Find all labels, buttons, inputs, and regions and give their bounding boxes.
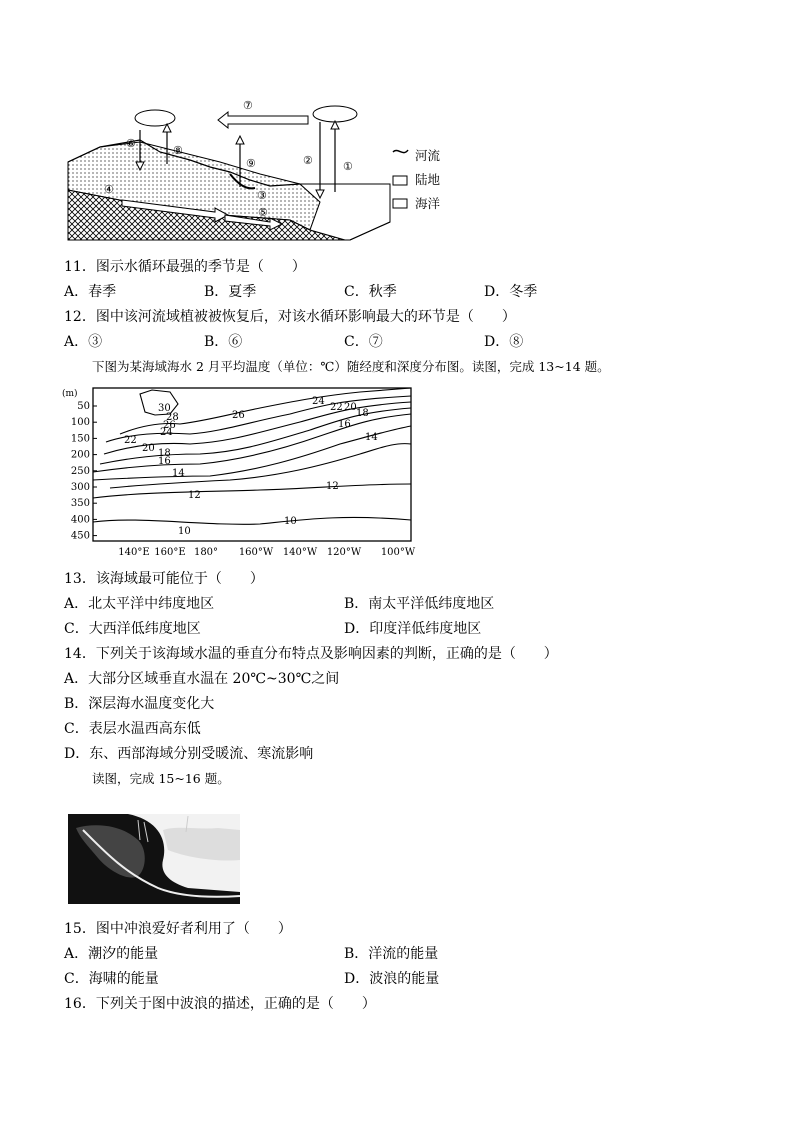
q15-option-b: B．洋流的能量 — [344, 946, 439, 962]
q12-option-d: D．⑧ — [484, 334, 524, 350]
svg-text:12: 12 — [326, 481, 339, 492]
svg-text:14: 14 — [172, 468, 185, 479]
svg-text:⑥: ⑥ — [126, 137, 136, 150]
chart-y-tick-label: 400 — [70, 514, 90, 526]
svg-text:16: 16 — [338, 419, 351, 430]
q12-option-a: A．③ — [64, 334, 103, 350]
q15-option-a: A．潮汐的能量 — [64, 946, 159, 962]
chart-y-tick-label: 450 — [70, 530, 90, 542]
q13-option-d: D．印度洋低纬度地区 — [344, 621, 482, 637]
q12-option-b: B．⑥ — [204, 334, 243, 350]
svg-text:12: 12 — [188, 490, 201, 501]
svg-text:22: 22 — [124, 435, 137, 446]
chart-x-tick-label: 160°W — [238, 547, 274, 558]
svg-text:16: 16 — [158, 456, 171, 467]
q11-option-b: B．夏季 — [204, 284, 257, 300]
q15-stem: 15．图中冲浪爱好者利用了（ ） — [64, 921, 292, 937]
q14-option-a: A．大部分区域垂直水温在 20℃~30℃之间 — [64, 671, 340, 687]
intro-13-14: 下图为某海域海水 2 月平均温度（单位：℃）随经度和深度分布图。读图，完成 13~14 题。 — [92, 359, 610, 374]
q14-option-c: C．表层水温西高东低 — [64, 721, 201, 737]
svg-text:26: 26 — [232, 410, 245, 421]
intro-15-16: 读图，完成 15~16 题。 — [92, 771, 230, 786]
chart-x-tick-label: 140°W — [282, 547, 318, 558]
svg-text:⑤: ⑤ — [258, 206, 268, 219]
legend-land: 陆地 — [415, 172, 441, 187]
q13-option-a: A．北太平洋中纬度地区 — [64, 596, 215, 612]
q14-stem: 14．下列关于该海域水温的垂直分布特点及影响因素的判断，正确的是（ ） — [64, 646, 558, 662]
svg-text:24: 24 — [160, 427, 173, 438]
chart-y-tick-label: 200 — [70, 449, 90, 461]
water-cycle-diagram — [60, 92, 450, 244]
q13-stem: 13．该海域最可能位于（ ） — [64, 571, 264, 587]
q11-option-c: C．秋季 — [344, 284, 397, 300]
svg-text:⑦: ⑦ — [243, 99, 253, 112]
q11-stem: 11．图示水循环最强的季节是（ ） — [64, 259, 306, 275]
svg-text:①: ① — [343, 160, 353, 173]
chart-y-tick-label: 150 — [70, 433, 90, 445]
q13-option-c: C．大西洋低纬度地区 — [64, 621, 201, 637]
chart-y-tick-label: 250 — [70, 465, 90, 477]
legend-river: 河流 — [415, 148, 441, 163]
q14-option-b: B．深层海水温度变化大 — [64, 696, 215, 712]
chart-x-tick-label: 160°E — [154, 547, 186, 558]
chart-x-tick-label: 100°W — [380, 547, 416, 558]
chart-y-tick-label: 100 — [70, 417, 90, 429]
q15-option-d: D．波浪的能量 — [344, 971, 440, 987]
q11-option-d: D．冬季 — [484, 284, 538, 300]
svg-text:20: 20 — [344, 402, 357, 413]
svg-text:18: 18 — [356, 408, 369, 419]
chart-y-tick-label: 50 — [77, 401, 90, 412]
surfing-wave-photo — [68, 800, 240, 904]
q14-option-d: D．东、西部海域分别受暖流、寒流影响 — [64, 746, 314, 762]
q16-stem: 16．下列关于图中波浪的描述，正确的是（ ） — [64, 996, 376, 1012]
chart-depth-unit: (m) — [62, 389, 78, 399]
svg-text:⑧: ⑧ — [173, 144, 183, 157]
svg-text:⑨: ⑨ — [246, 157, 256, 170]
svg-text:②: ② — [303, 154, 313, 167]
q12-option-c: C．⑦ — [344, 334, 383, 350]
svg-text:26: 26 — [163, 420, 176, 431]
temperature-contour-chart — [60, 384, 420, 560]
svg-text:24: 24 — [312, 396, 325, 407]
q13-option-b: B．南太平洋低纬度地区 — [344, 596, 495, 612]
legend-ocean: 海洋 — [415, 196, 441, 211]
chart-y-tick-label: 300 — [70, 482, 90, 493]
chart-x-tick-label: 180° — [193, 547, 219, 558]
chart-x-tick-label: 120°W — [326, 547, 362, 558]
chart-x-tick-label: 140°E — [118, 547, 150, 558]
svg-text:14: 14 — [365, 432, 378, 443]
svg-text:10: 10 — [178, 526, 191, 537]
svg-text:③: ③ — [257, 189, 267, 202]
svg-text:22: 22 — [330, 402, 343, 413]
q12-stem: 12．图中该河流域植被被恢复后，对该水循环影响最大的环节是（ ） — [64, 309, 516, 325]
svg-text:10: 10 — [284, 516, 297, 527]
svg-text:20: 20 — [142, 443, 155, 454]
q11-option-a: A．春季 — [64, 284, 117, 300]
svg-text:④: ④ — [104, 183, 114, 196]
svg-text:30: 30 — [158, 403, 171, 414]
svg-text:28: 28 — [166, 412, 179, 423]
chart-y-tick-label: 350 — [70, 498, 90, 510]
svg-text:18: 18 — [158, 448, 171, 459]
q15-option-c: C．海啸的能量 — [64, 971, 159, 987]
